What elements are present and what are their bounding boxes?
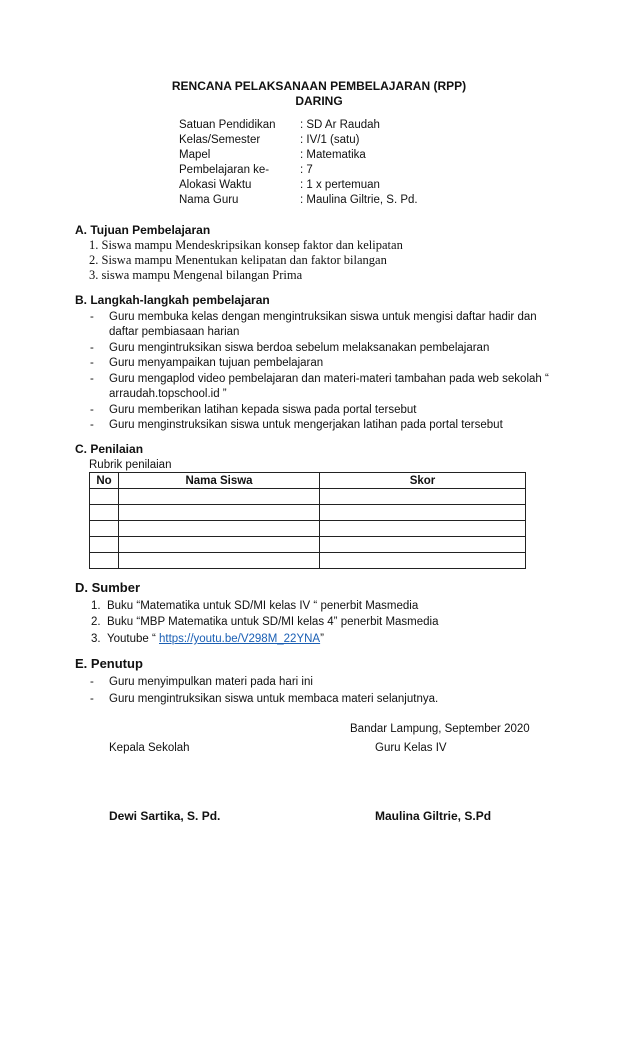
identity-value: : 1 x pertemuan [300,179,380,191]
bullet: - [90,404,94,416]
identity-value: : 7 [300,164,313,176]
list-item: - Guru mengintruksikan siswa berdoa sebelum melaksanakan pembelajaran [90,342,490,354]
identity-value: : SD Ar Raudah [300,119,380,131]
table-cell [320,521,526,537]
list-item: - Guru membuka kelas dengan mengintruksikan siswa untuk mengisi daftar hadir dan [90,311,537,323]
list-item: 3. siswa mampu Mengenal bilangan Prima [89,268,303,282]
section-e-heading: E. Penutup [75,656,143,671]
table-row [90,537,526,553]
bullet: - [90,311,94,323]
section-c-heading: C. Penilaian [75,442,144,456]
bullet: - [90,419,94,431]
list-item-continuation: arraudah.topschool.id ” [109,388,227,400]
identity-label: Kelas/Semester [179,134,261,146]
identity-label: Alokasi Waktu [179,179,252,191]
list-item: 2. Buku “MBP Matematika untuk SD/MI kelas 4” penerbit Masmedia [91,616,439,628]
list-item: - Guru menyampaikan tujuan pembelajaran [90,357,324,369]
column-header-score: Skor [320,473,526,489]
identity-label: Mapel [179,149,211,161]
rubric-table [89,472,526,569]
bullet: - [90,373,94,385]
bullet: - [90,357,94,369]
list-item-continuation: daftar pembiasaan harian [109,326,240,338]
table-cell [320,489,526,505]
teacher-role: Guru Kelas IV [375,742,447,754]
list-item: - Guru memberikan latihan kepada siswa pada portal tersebut [90,404,417,416]
table-row [90,553,526,569]
identity-label: Nama Guru [179,194,239,206]
principal-role: Kepala Sekolah [109,742,190,754]
table-cell [119,521,320,537]
document-subtitle: DARING [295,94,343,108]
bullet: - [90,693,94,705]
table-header-row [90,473,526,489]
list-item: - Guru menyimpulkan materi pada hari ini [90,676,313,688]
identity-label: Satuan Pendidikan [179,119,276,131]
principal-name: Dewi Sartika, S. Pd. [109,809,221,823]
table-cell [119,489,320,505]
table-row [90,521,526,537]
section-d-heading: D. Sumber [75,580,141,595]
identity-value: : Maulina Giltrie, S. Pd. [300,194,418,206]
table-cell [90,489,119,505]
table-row [90,489,526,505]
identity-label: Pembelajaran ke- [179,164,270,176]
table-cell [320,553,526,569]
youtube-link[interactable]: https://youtu.be/V298M_22YNA [159,633,321,645]
place-date: Bandar Lampung, September 2020 [350,723,530,735]
table-cell [320,537,526,553]
list-item: 1. Siswa mampu Mendeskripsikan konsep faktor dan kelipatan [89,238,403,252]
teacher-name: Maulina Giltrie, S.Pd [375,809,492,823]
column-header-no: No [90,473,119,489]
table-cell [90,537,119,553]
table-cell [90,521,119,537]
table-cell [119,537,320,553]
identity-value: : Matematika [300,149,366,161]
bullet: - [90,676,94,688]
table-cell [90,553,119,569]
list-item: 2. Siswa mampu Menentukan kelipatan dan faktor bilangan [89,253,387,267]
list-item: - Guru mengaplod video pembelajaran dan materi-materi tambahan pada web sekolah “ [90,373,549,385]
list-item: - Guru menginstruksikan siswa untuk mengerjakan latihan pada portal tersebut [90,419,503,431]
column-header-name: Nama Siswa [119,473,320,489]
list-item: 1. Buku “Matematika untuk SD/MI kelas IV “ penerbit Masmedia [91,600,419,612]
table-cell [320,505,526,521]
table-cell [90,505,119,521]
section-b-heading: B. Langkah-langkah pembelajaran [75,293,270,307]
identity-value: : IV/1 (satu) [300,134,360,146]
table-cell [119,505,320,521]
section-a-heading: A. Tujuan Pembelajaran [75,223,211,237]
table-cell [119,553,320,569]
bullet: - [90,342,94,354]
document-title: RENCANA PELAKSANAAN PEMBELAJARAN (RPP) [171,79,467,93]
rubric-caption: Rubrik penilaian [89,459,172,471]
list-item: - Guru mengintruksikan siswa untuk membaca materi selanjutnya. [90,693,439,705]
table-row [90,505,526,521]
list-item: 3. Youtube “ https://youtu.be/V298M_22YNA” [91,633,324,645]
